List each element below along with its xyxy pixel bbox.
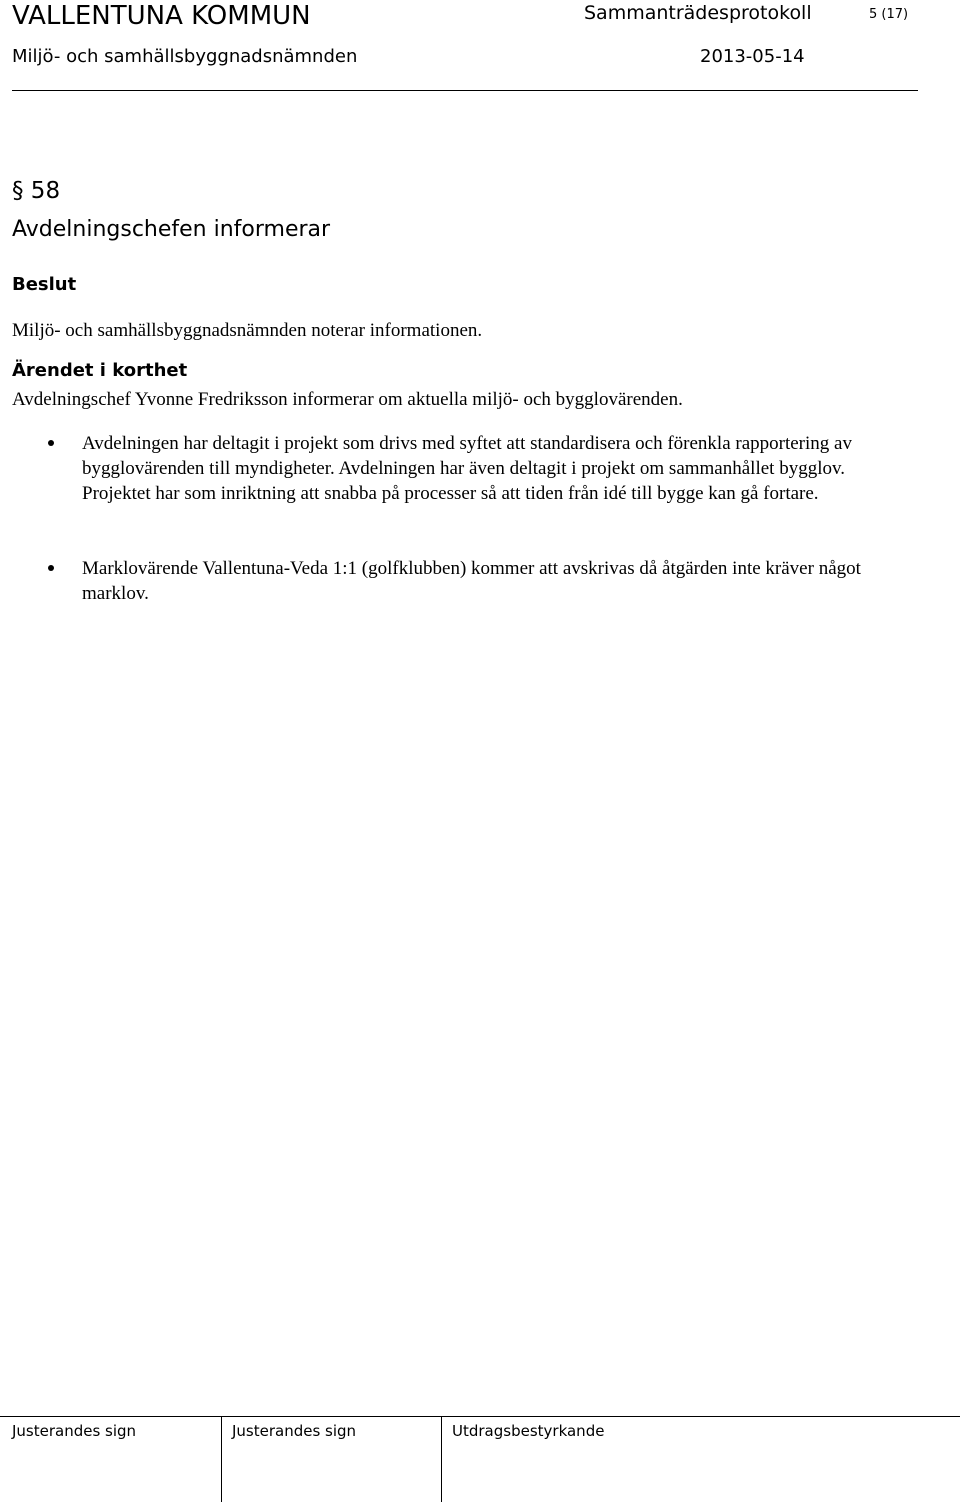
list-item-text: Avdelningen har deltagit i projekt som drivs med syftet att standardisera och förenkla rapportering av bygglovärenden till myndigheter. Avdelningen har även deltagit i projekt om sammanhållet bygglov. Projektet har som inriktning att snabba på processer så att tiden från idé till bygge kan gå fortare. — [82, 433, 852, 504]
bullet-icon — [48, 440, 54, 446]
document-type: Sammanträdesprotokoll — [584, 2, 812, 24]
header-divider — [12, 90, 918, 91]
signature-box — [222, 1416, 442, 1502]
bullet-icon — [48, 565, 54, 571]
page-number: 5 (17) — [869, 7, 909, 22]
signature-box — [0, 1416, 222, 1502]
meeting-date: 2013-05-14 — [700, 46, 805, 67]
organization-name: VALLENTUNA KOMMUN — [12, 1, 311, 31]
list-item-text: Marklovärende Vallentuna-Veda 1:1 (golfklubben) kommer att avskrivas då åtgärden inte kräver något marklov. — [82, 558, 861, 604]
summary-intro: Avdelningschef Yvonne Fredriksson informerar om aktuella miljö- och bygglovärenden. — [12, 389, 683, 410]
signature-label: Justerandes sign — [12, 1422, 137, 1440]
certification-label: Utdragsbestyrkande — [452, 1422, 605, 1440]
signature-label: Justerandes sign — [232, 1422, 357, 1440]
committee-name: Miljö- och samhällsbyggnadsnämnden — [12, 46, 358, 67]
section-title: Avdelningschefen informerar — [12, 217, 331, 242]
decision-heading: Beslut — [12, 274, 77, 295]
summary-heading: Ärendet i korthet — [12, 360, 188, 381]
section-number: § 58 — [12, 178, 61, 204]
certification-box — [442, 1416, 960, 1502]
decision-text: Miljö- och samhällsbyggnadsnämnden noterar informationen. — [12, 320, 483, 341]
